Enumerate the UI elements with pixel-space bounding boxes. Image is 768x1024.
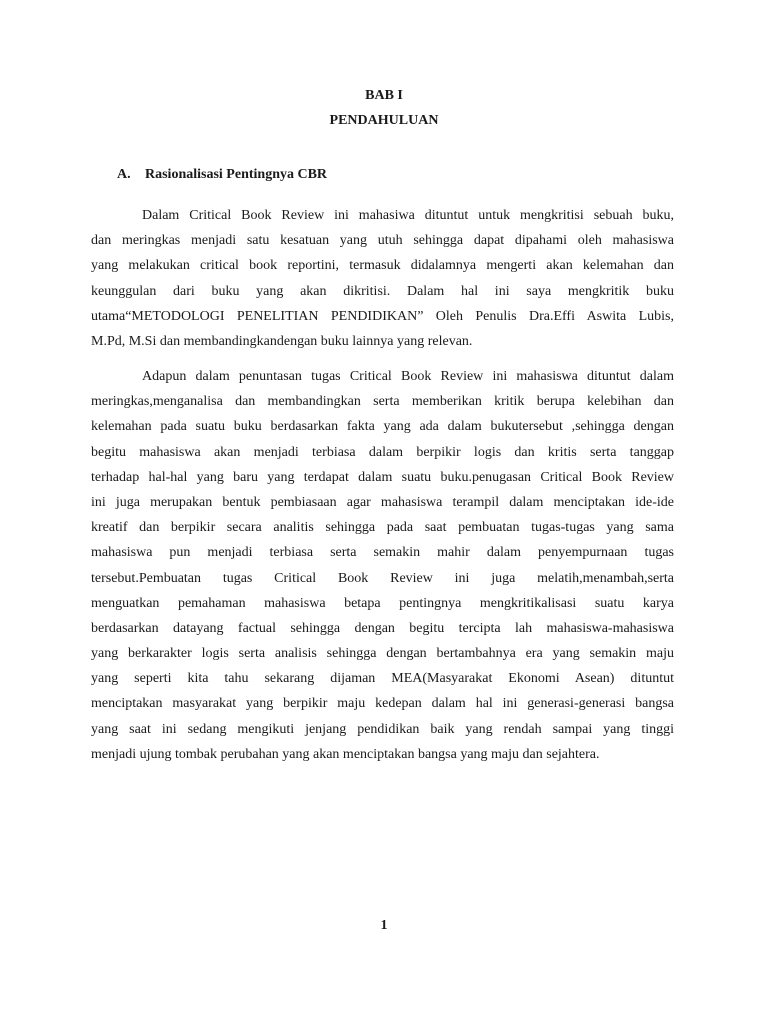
text-line: kelemahan pada suatu buku berdasarkan fakta yang ada dalam bukutersebut ,sehingga dengan bbox=[91, 419, 674, 435]
text-line: meringkas,menganalisa dan membandingkan serta memberikan kritik berupa kelebihan dan bbox=[91, 394, 674, 410]
text-line: Dalam Critical Book Review ini mahasiwa dituntut untuk mengkritisi sebuah buku, bbox=[142, 208, 674, 223]
text-line: menciptakan masyarakat yang berpikir maju kedepan dalam hal ini generasi-generasi bangsa bbox=[91, 696, 674, 712]
text-line: keunggulan dari buku yang akan dikritisi. Dalam hal ini saya mengkritik buku bbox=[91, 283, 674, 299]
text-line: utama“METODOLOGI PENELITIAN PENDIDIKAN” Oleh Penulis Dra.Effi Aswita Lubis, bbox=[91, 308, 674, 324]
paragraph-2 bbox=[91, 364, 674, 767]
text-line: menjadi ujung tombak perubahan yang akan menciptakan bangsa yang maju dan sejahtera. bbox=[91, 746, 600, 762]
section-title: Rasionalisasi Pentingnya CBR bbox=[145, 167, 328, 182]
chapter-number: BAB I bbox=[365, 88, 403, 103]
page-number: 1 bbox=[380, 918, 388, 933]
section-heading bbox=[117, 167, 327, 183]
text-line: menguatkan pemahaman mahasiswa betapa pentingnya mengkritikalisasi suatu karya bbox=[91, 595, 674, 611]
text-line: yang seperti kita tahu sekarang dijaman MEA(Masyarakat Ekonomi Asean) dituntut bbox=[91, 671, 674, 687]
section-letter: A. bbox=[117, 167, 131, 182]
text-line: Adapun dalam penuntasan tugas Critical Book Review ini mahasiswa dituntut dalam bbox=[142, 369, 674, 384]
text-line: yang saat ini sedang mengikuti jenjang pendidikan baik yang rendah sampai yang tinggi bbox=[91, 721, 674, 737]
chapter-title: PENDAHULUAN bbox=[329, 113, 439, 128]
text-line: begitu mahasiswa akan menjadi terbiasa dalam berpikir logis dan kritis serta tanggap bbox=[91, 444, 674, 460]
text-line: ini juga merupakan bentuk pembiasaan agar mahasiswa terampil dalam menciptakan ide-ide bbox=[91, 494, 674, 510]
text-line: kreatif dan berpikir secara analitis sehingga pada saat pembuatan tugas-tugas yang sama bbox=[91, 520, 674, 536]
text-line: tersebut.Pembuatan tugas Critical Book Review ini juga melatih,menambah,serta bbox=[91, 570, 674, 586]
text-line: mahasiswa pun menjadi terbiasa serta semakin mahir dalam penyempurnaan tugas bbox=[91, 545, 674, 561]
paragraph-1 bbox=[91, 203, 674, 354]
text-line: yang melakukan critical book reportini, termasuk didalamnya mengerti akan kelemahan dan bbox=[91, 258, 674, 274]
text-line: berdasarkan datayang factual sehingga dengan begitu tercipta lah mahasiswa-mahasiswa bbox=[91, 620, 674, 636]
text-line: dan meringkas menjadi satu kesatuan yang utuh sehingga dapat dipahami oleh mahasiswa bbox=[91, 233, 674, 249]
text-line: yang berkarakter logis serta analisis sehingga dengan bertambahnya era yang semakin maju bbox=[91, 646, 674, 662]
text-line: terhadap hal-hal yang baru yang terdapat dalam suatu buku.penugasan Critical Book Review bbox=[91, 469, 674, 485]
text-line: M.Pd, M.Si dan membandingkandengan buku lainnya yang relevan. bbox=[91, 333, 473, 349]
